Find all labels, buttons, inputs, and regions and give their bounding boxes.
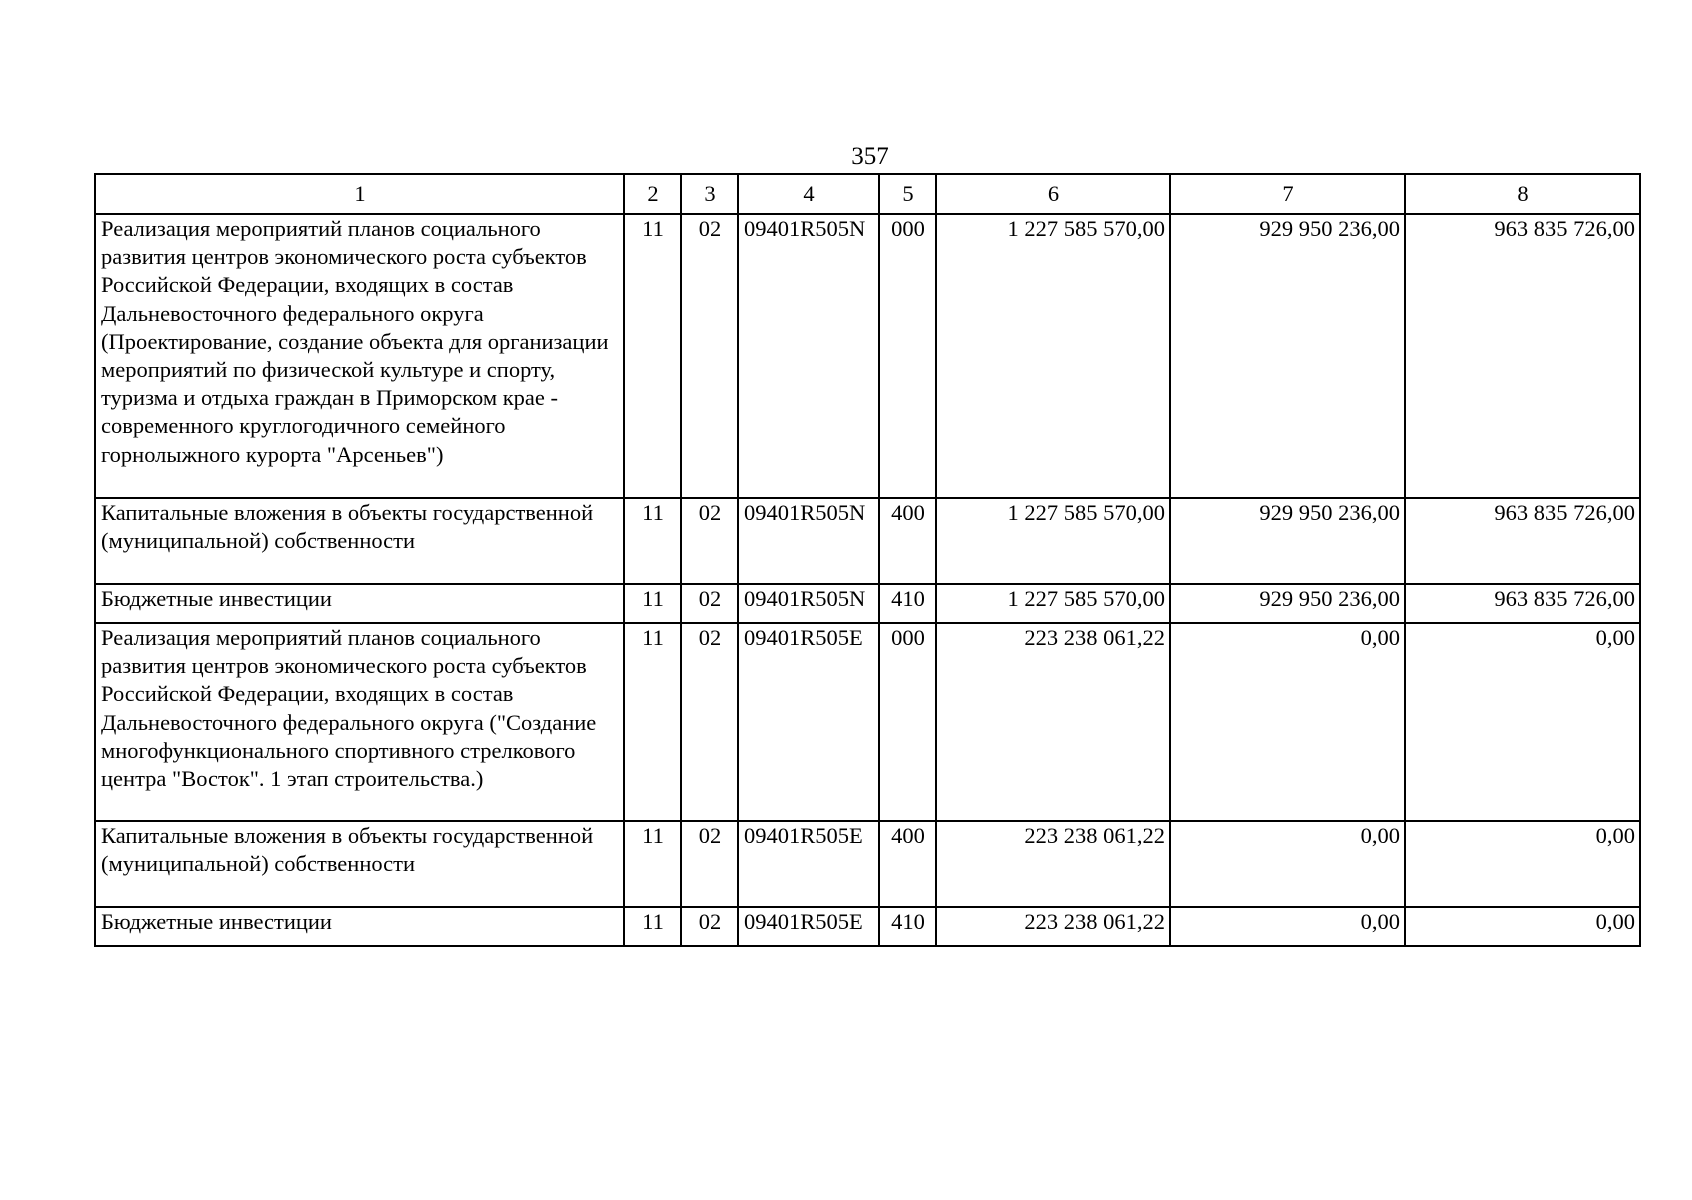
row-target-code: 09401R505N: [738, 498, 879, 584]
row-expense-type: 410: [879, 907, 936, 946]
row-amount-8: 0,00: [1405, 623, 1640, 821]
row-amount-8: 963 835 726,00: [1405, 498, 1640, 584]
row-name: Бюджетные инвестиции: [95, 907, 624, 946]
row-subsection: 02: [681, 584, 738, 623]
row-target-code: 09401R505E: [738, 821, 879, 907]
row-amount-7: 0,00: [1170, 623, 1405, 821]
row-amount-6: 223 238 061,22: [936, 623, 1170, 821]
row-target-code: 09401R505N: [738, 214, 879, 498]
table-row: [95, 214, 1640, 498]
row-amount-6: 1 227 585 570,00: [936, 498, 1170, 584]
table-row: [95, 907, 1640, 946]
row-section: 11: [624, 214, 681, 498]
row-expense-type: 400: [879, 498, 936, 584]
row-name: Бюджетные инвестиции: [95, 584, 624, 623]
row-amount-8: 0,00: [1405, 907, 1640, 946]
table-row: [95, 584, 1640, 623]
row-subsection: 02: [681, 498, 738, 584]
row-name: Реализация мероприятий планов социального развития центров экономического роста субъектов Российской Федерации, входящих в состав Дальневосточного федерального округа (Проектирование, создание объекта для организации мероприятий по физической культуре и спорту, туризма и отдыха граждан в Приморском крае - современного круглогодичного семейного горнолыжного курорта "Арсеньев"): [95, 214, 624, 498]
header-col-4: 4: [738, 174, 879, 214]
row-amount-7: 0,00: [1170, 907, 1405, 946]
row-target-code: 09401R505N: [738, 584, 879, 623]
row-target-code: 09401R505E: [738, 623, 879, 821]
table-header-row: [95, 174, 1640, 214]
row-subsection: 02: [681, 214, 738, 498]
header-col-7: 7: [1170, 174, 1405, 214]
row-subsection: 02: [681, 821, 738, 907]
budget-table: [94, 173, 1641, 947]
row-section: 11: [624, 623, 681, 821]
row-amount-6: 223 238 061,22: [936, 907, 1170, 946]
row-expense-type: 410: [879, 584, 936, 623]
row-name: Капитальные вложения в объекты государственной (муниципальной) собственности: [95, 498, 624, 584]
header-col-1: 1: [95, 174, 624, 214]
header-col-8: 8: [1405, 174, 1640, 214]
row-name: Реализация мероприятий планов социального развития центров экономического роста субъектов Российской Федерации, входящих в состав Дальневосточного федерального округа ("Создание многофункционального спортивного стрелкового центра "Восток". 1 этап строительства.): [95, 623, 624, 821]
row-section: 11: [624, 821, 681, 907]
row-subsection: 02: [681, 907, 738, 946]
row-section: 11: [624, 907, 681, 946]
row-section: 11: [624, 498, 681, 584]
row-name: Капитальные вложения в объекты государственной (муниципальной) собственности: [95, 821, 624, 907]
row-subsection: 02: [681, 623, 738, 821]
row-amount-7: 929 950 236,00: [1170, 498, 1405, 584]
row-section: 11: [624, 584, 681, 623]
row-amount-7: 929 950 236,00: [1170, 214, 1405, 498]
row-amount-6: 223 238 061,22: [936, 821, 1170, 907]
row-expense-type: 000: [879, 623, 936, 821]
header-col-5: 5: [879, 174, 936, 214]
page-number: 357: [851, 143, 889, 170]
row-amount-7: 929 950 236,00: [1170, 584, 1405, 623]
row-amount-7: 0,00: [1170, 821, 1405, 907]
header-col-3: 3: [681, 174, 738, 214]
row-target-code: 09401R505E: [738, 907, 879, 946]
row-expense-type: 000: [879, 214, 936, 498]
row-amount-6: 1 227 585 570,00: [936, 214, 1170, 498]
row-amount-6: 1 227 585 570,00: [936, 584, 1170, 623]
header-col-2: 2: [624, 174, 681, 214]
header-col-6: 6: [936, 174, 1170, 214]
row-expense-type: 400: [879, 821, 936, 907]
table-row: [95, 821, 1640, 907]
row-amount-8: 963 835 726,00: [1405, 214, 1640, 498]
row-amount-8: 0,00: [1405, 821, 1640, 907]
row-amount-8: 963 835 726,00: [1405, 584, 1640, 623]
table-row: [95, 498, 1640, 584]
table-row: [95, 623, 1640, 821]
